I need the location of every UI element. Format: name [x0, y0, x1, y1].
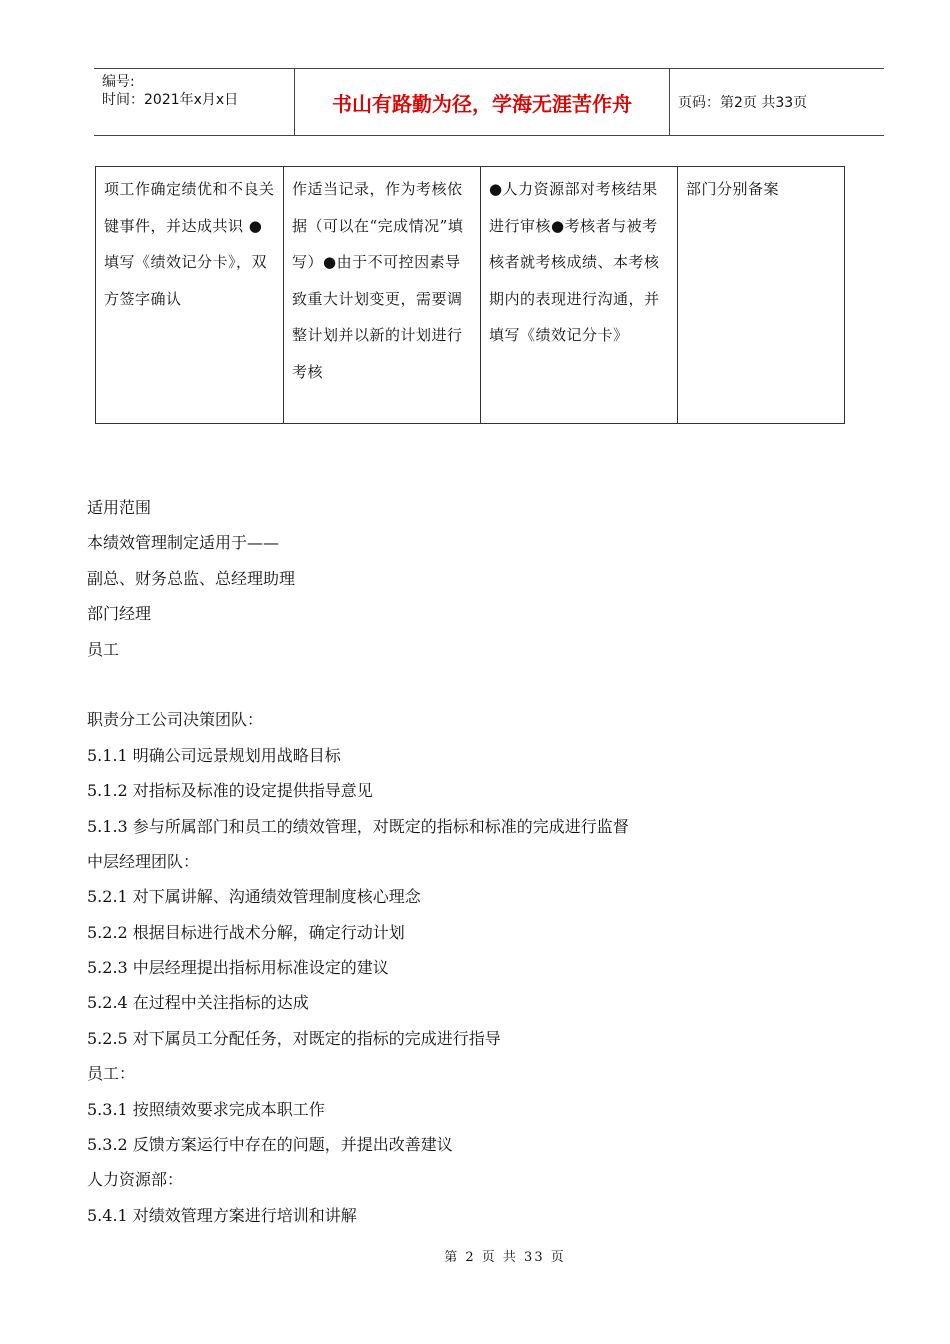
continuation-table: [95, 166, 845, 424]
body-line: 5.3.2 反馈方案运行中存在的问题，并提出改善建议: [87, 1135, 453, 1155]
document-code-label: 编号:: [102, 74, 135, 90]
section-heading: 职责分工公司决策团队：: [87, 710, 264, 730]
header-meta: [102, 73, 238, 109]
body-line: 员工: [87, 639, 120, 659]
body-line: 副总、财务总监、总经理助理: [87, 568, 296, 588]
section-heading: 中层经理团队：: [87, 851, 200, 871]
table-cell: ●人力资源部对考核结果进行审核●考核者与被考核者就考核成绩、本考核期内的表现进行沟通，并填写《绩效记分卡》: [481, 167, 678, 424]
body-line: 5.4.1 对绩效管理方案进行培训和讲解: [87, 1205, 357, 1225]
body-line: 5.2.5 对下属员工分配任务，对既定的指标的完成进行指导: [87, 1028, 501, 1048]
body-line: 5.1.2 对指标及标准的设定提供指导意见: [87, 781, 373, 801]
table-cell: 作适当记录，作为考核依据（可以在“完成情况”填写）●由于不可控因素导致重大计划变更，需要调整计划并以新的计划进行考核: [284, 167, 481, 424]
page-header: [94, 68, 884, 136]
section-heading: 人力资源部：: [87, 1170, 184, 1190]
table-cell: 项工作确定绩优和不良关键事件，并达成共识 ● 填写《绩效记分卡》，双方签字确认: [96, 167, 284, 424]
header-divider: [669, 69, 670, 135]
header-motto: 书山有路勤为径，学海无涯苦作舟: [332, 91, 632, 116]
section-heading: 员工：: [87, 1064, 136, 1084]
body-line: 5.1.3 参与所属部门和员工的绩效管理，对既定的指标和标准的完成进行监督: [87, 816, 629, 836]
body-line: 5.2.1 对下属讲解、沟通绩效管理制度核心理念: [87, 887, 421, 907]
body-line: 本绩效管理制定适用于——: [87, 533, 280, 553]
body-line: 5.2.2 根据目标进行战术分解，确定行动计划: [87, 922, 405, 942]
document-time: 时间：2021年x月x日: [102, 92, 239, 108]
body-line: 5.3.1 按照绩效要求完成本职工作: [87, 1099, 325, 1119]
body-line: 5.2.3 中层经理提出指标用标准设定的建议: [87, 958, 389, 978]
body-line: 部门经理: [87, 604, 152, 624]
blank-line: [87, 667, 847, 702]
document-body: [87, 490, 847, 1233]
table-cell: 部门分别备案: [678, 167, 845, 424]
page-footer: 第 2 页 共 33 页: [444, 1250, 566, 1265]
body-line: 5.1.1 明确公司远景规划用战略目标: [87, 745, 341, 765]
header-page-info: 页码：第2页 共33页: [678, 95, 808, 111]
table-row: [96, 167, 845, 424]
section-heading: 适用范围: [87, 498, 152, 517]
body-line: 5.2.4 在过程中关注指标的达成: [87, 993, 309, 1013]
